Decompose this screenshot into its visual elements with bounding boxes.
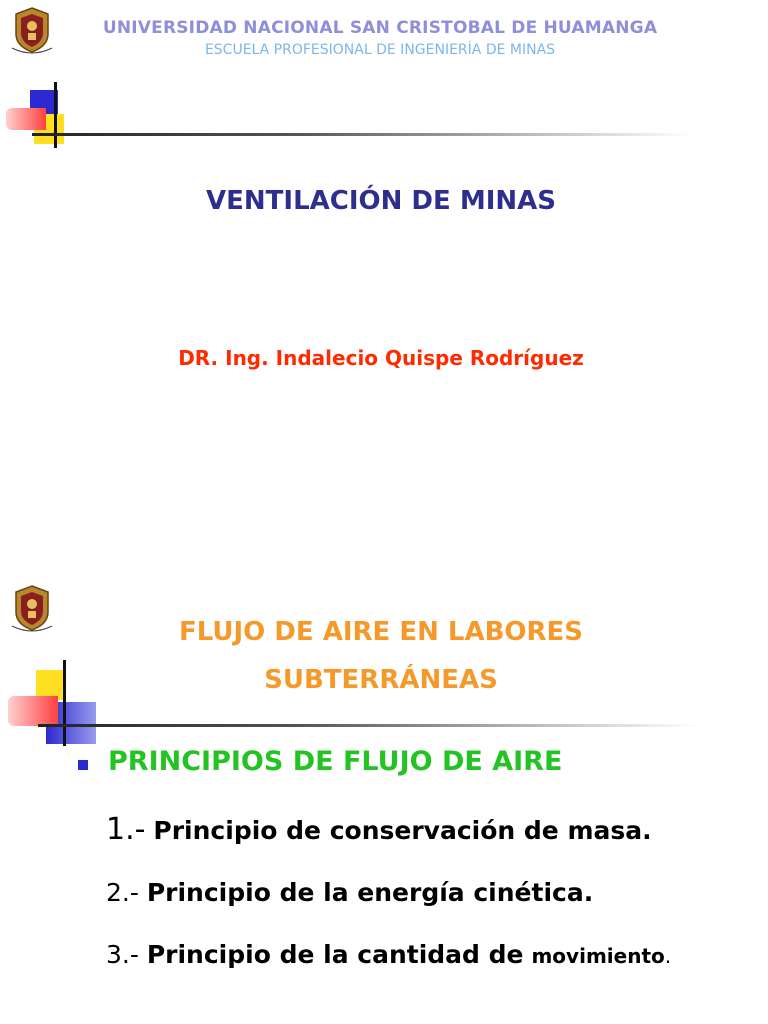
university-name: UNIVERSIDAD NACIONAL SAN CRISTOBAL DE HUAMANGA [102, 18, 658, 38]
principle-text-end: . [664, 944, 672, 968]
slide-title-line-2: SUBTERRÁNEAS [264, 665, 498, 695]
principle-number: 1.- [106, 812, 146, 847]
slide-title-line-1: FLUJO DE AIRE EN LABORES [178, 617, 584, 647]
deco-horizontal-line [32, 133, 692, 136]
deco-red-bar [6, 108, 46, 130]
principle-number: 2.- [106, 878, 139, 907]
principle-text-small: movimiento [531, 944, 665, 968]
deco-red-bar [8, 696, 58, 726]
deco-horizontal-line [38, 724, 698, 727]
deco-vertical-line [63, 660, 66, 746]
principle-number: 3.- [106, 940, 139, 969]
principle-item-2 [106, 878, 593, 907]
principle-item-1 [106, 812, 652, 847]
author-name: DR. Ing. Indalecio Quispe Rodríguez [178, 346, 584, 370]
slide-decoration [0, 80, 700, 150]
slide-2 [0, 512, 768, 1024]
slide-title: VENTILACIÓN DE MINAS [206, 186, 556, 216]
principle-text: Principio de conservación de masa. [153, 816, 652, 845]
principle-text: Principio de la energía cinética. [146, 878, 594, 907]
school-name: ESCUELA PROFESIONAL DE INGENIERÍA DE MINAS [204, 42, 556, 58]
principle-text: Principio de la cantidad de [146, 940, 524, 969]
bullet-square-icon [78, 760, 88, 770]
bullet-heading: PRINCIPIOS DE FLUJO DE AIRE [108, 746, 563, 777]
principle-item-3 [106, 940, 671, 969]
slide-decoration [0, 660, 700, 750]
deco-vertical-line [54, 82, 57, 148]
